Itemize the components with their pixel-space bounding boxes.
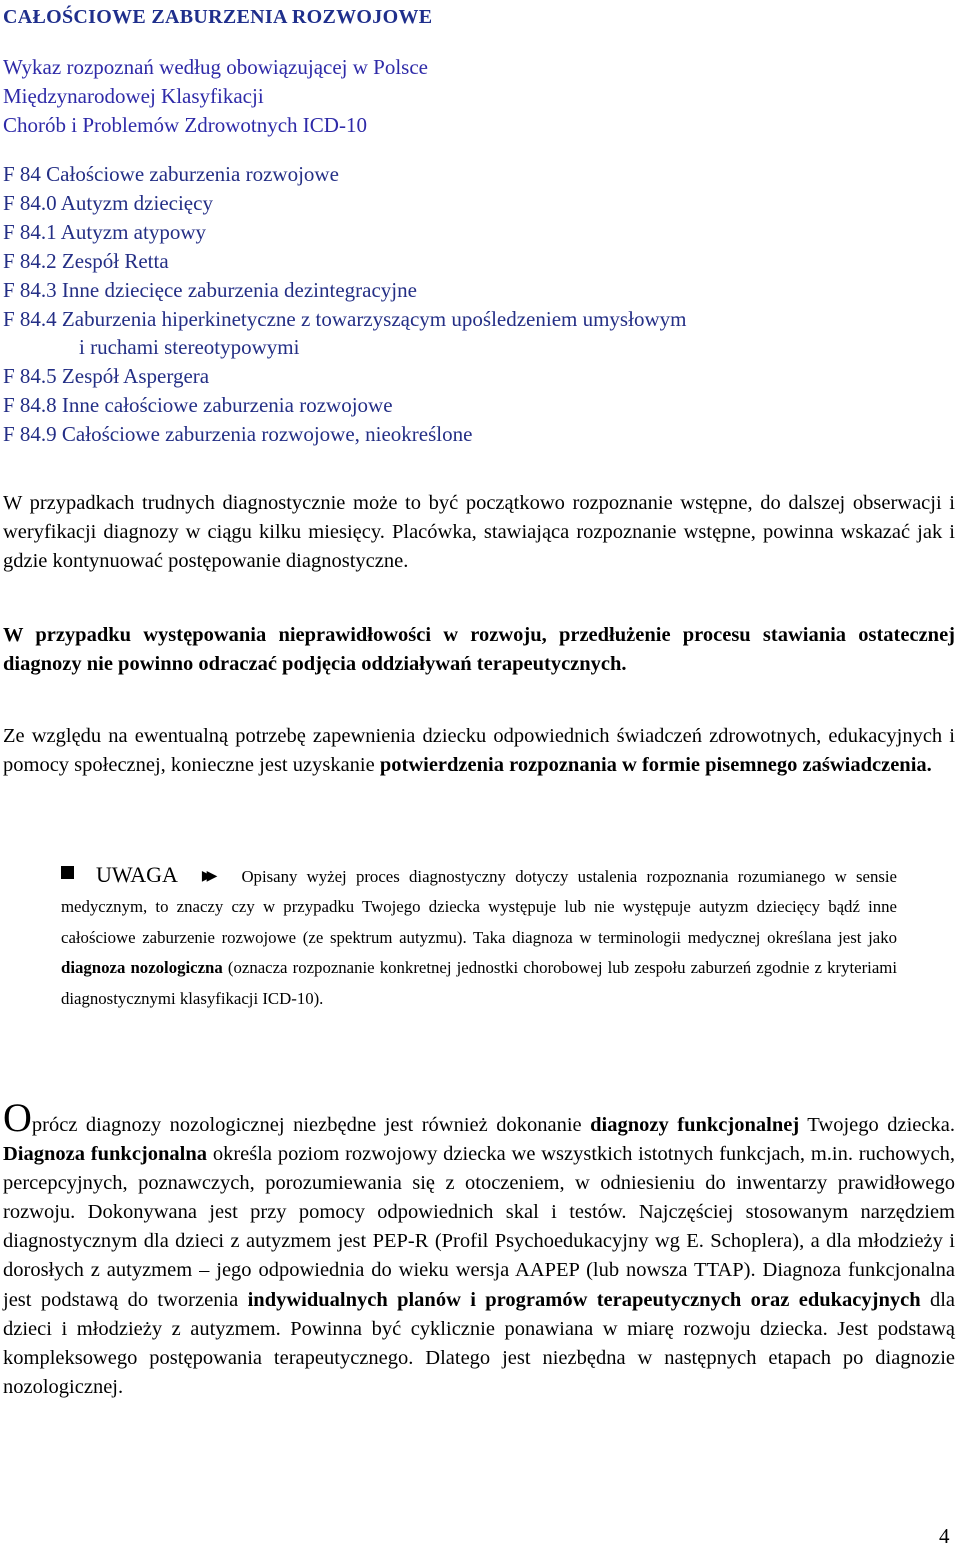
- paragraph-bold-text: diagnozy funkcjonalnej: [590, 1114, 800, 1136]
- subtitle-line: Chorób i Problemów Zdrowotnych ICD-10: [3, 113, 367, 137]
- icd-item: F 84 Całościowe zaburzenia rozwojowe: [3, 162, 339, 186]
- paragraph-text: określa poziom rozwojowy dziecka we wszystkich istotnych funkcjach, m.in. ruchowych, percepcyjnych, poznawczych, porozumiewania się z otoczeniem, w odniesieniu do inwentarzy prawidłowego rozwoju. Dokonywana jest przy pomocy odpowiednich skal i testów. Najczęściej stosowanym narzędziem diagnostycznym dla dzieci z autyzmem jest PEP-R (Profil Psychoedukacyjny wg E. Schoplera), a dla młodzieży i dorosłych z autyzmem – jego odpowiednia do wieku wersja AAPEP (lub nowsza TTAP). Diagnoza funkcjonalna jest podstawą do tworzenia: [3, 1143, 955, 1311]
- icd-item-continuation: i ruchami stereotypowymi: [79, 335, 300, 360]
- uwaga-text-continued: (oznacza rozpoznanie konkretnej jednostki chorobowej lub zespołu zaburzeń zgodnie z kryteriami diagnostycznymi klasyfikacji ICD-10).: [61, 958, 897, 1008]
- page-number: 4: [939, 1524, 950, 1548]
- icd-item: F 84.0 Autyzm dziecięcy: [3, 190, 213, 215]
- paragraph-initial-diagnosis: W przypadkach trudnych diagnostycznie może to być początkowo rozpoznanie wstępne, do dalszej obserwacji i weryfikacji diagnozy w ciągu kilku miesięcy. Placówka, stawiająca rozpoznanie wstępne, powinna wskazać jak i gdzie kontynuować postępowanie diagnostyczne.: [3, 492, 955, 572]
- paragraph-certificate: [3, 722, 955, 780]
- paragraph-text: Twojego dziecka.: [799, 1114, 955, 1136]
- icd-item: F 84.9 Całościowe zaburzenia rozwojowe, nieokreślone: [3, 422, 473, 447]
- uwaga-text: Opisany wyżej proces diagnostyczny dotyczy ustalenia rozpoznania rozumianego w sensie medycznym, to znaczy czy w przypadku Twojego dziecka występuje lub nie występuje autyzm dziecięcy bądź inne całościowe zaburzenie rozwojowe (ze spektrum autyzmu). Taka diagnoza w terminologii medycznej określana jest jako: [61, 867, 897, 947]
- icd-item: F 84.4 Zaburzenia hiperkinetyczne z towarzyszącym upośledzeniem umysłowym: [3, 306, 687, 331]
- paragraph-bold-text: indywidualnych planów i programów terapeutycznych oraz edukacyjnych: [247, 1288, 921, 1311]
- icd-list: [3, 160, 933, 449]
- paragraph-text: Ze względu na ewentualną potrzebę zapewnienia dziecku odpowiednich świadczeń zdrowotnych, edukacyjnych i pomocy społecznej, konieczne jest uzyskanie: [3, 725, 955, 776]
- icd-item: F 84.2 Zespół Retta: [3, 248, 169, 273]
- uwaga-note: [61, 860, 897, 1014]
- paragraph-bold-text: potwierdzenia rozpoznania w formie pisemnego zaświadczenia.: [379, 754, 932, 776]
- paragraph-functional-diagnosis: [3, 1095, 955, 1402]
- double-arrow-icon: ▶▶: [201, 869, 212, 884]
- paragraph-text: dla dzieci i młodzieży z autyzmem. Powinna być cyklicznie ponawiana w miarę rozwoju dziecka. Jest podstawą kompleksowego postępowania terapeutycznego. Dlatego jest niezbędna w następnych etapach po diagnozie nozologicznej.: [3, 1288, 955, 1398]
- subtitle-line: Międzynarodowej Klasyfikacji: [3, 84, 264, 108]
- paragraph-bold-text: Diagnoza funkcjonalna: [3, 1143, 208, 1166]
- icd-item: F 84.8 Inne całościowe zaburzenia rozwojowe: [3, 393, 393, 418]
- uwaga-bold-text: diagnoza nozologiczna: [61, 958, 223, 978]
- icd-item: F 84.1 Autyzm atypowy: [3, 219, 206, 244]
- subtitle: [3, 53, 428, 140]
- paragraph-therapy-warning: W przypadku występowania nieprawidłowości w rozwoju, przedłużenie procesu stawiania ostatecznej diagnozy nie powinno odraczać podjęcia oddziaływań terapeutycznych.: [3, 624, 955, 675]
- icd-item: F 84.3 Inne dziecięce zaburzenia dezintegracyjne: [3, 277, 417, 302]
- page-title: CAŁOŚCIOWE ZABURZENIA ROZWOJOWE: [3, 6, 433, 28]
- uwaga-label: UWAGA: [96, 862, 178, 887]
- square-bullet-icon: [61, 866, 74, 879]
- drop-cap: O: [3, 1095, 32, 1140]
- icd-item: F 84.5 Zespół Aspergera: [3, 364, 210, 389]
- paragraph-text: prócz diagnozy nozologicznej niezbędne jest również dokonanie: [31, 1114, 591, 1136]
- subtitle-line: Wykaz rozpoznań według obowiązującej w Polsce: [3, 55, 428, 79]
